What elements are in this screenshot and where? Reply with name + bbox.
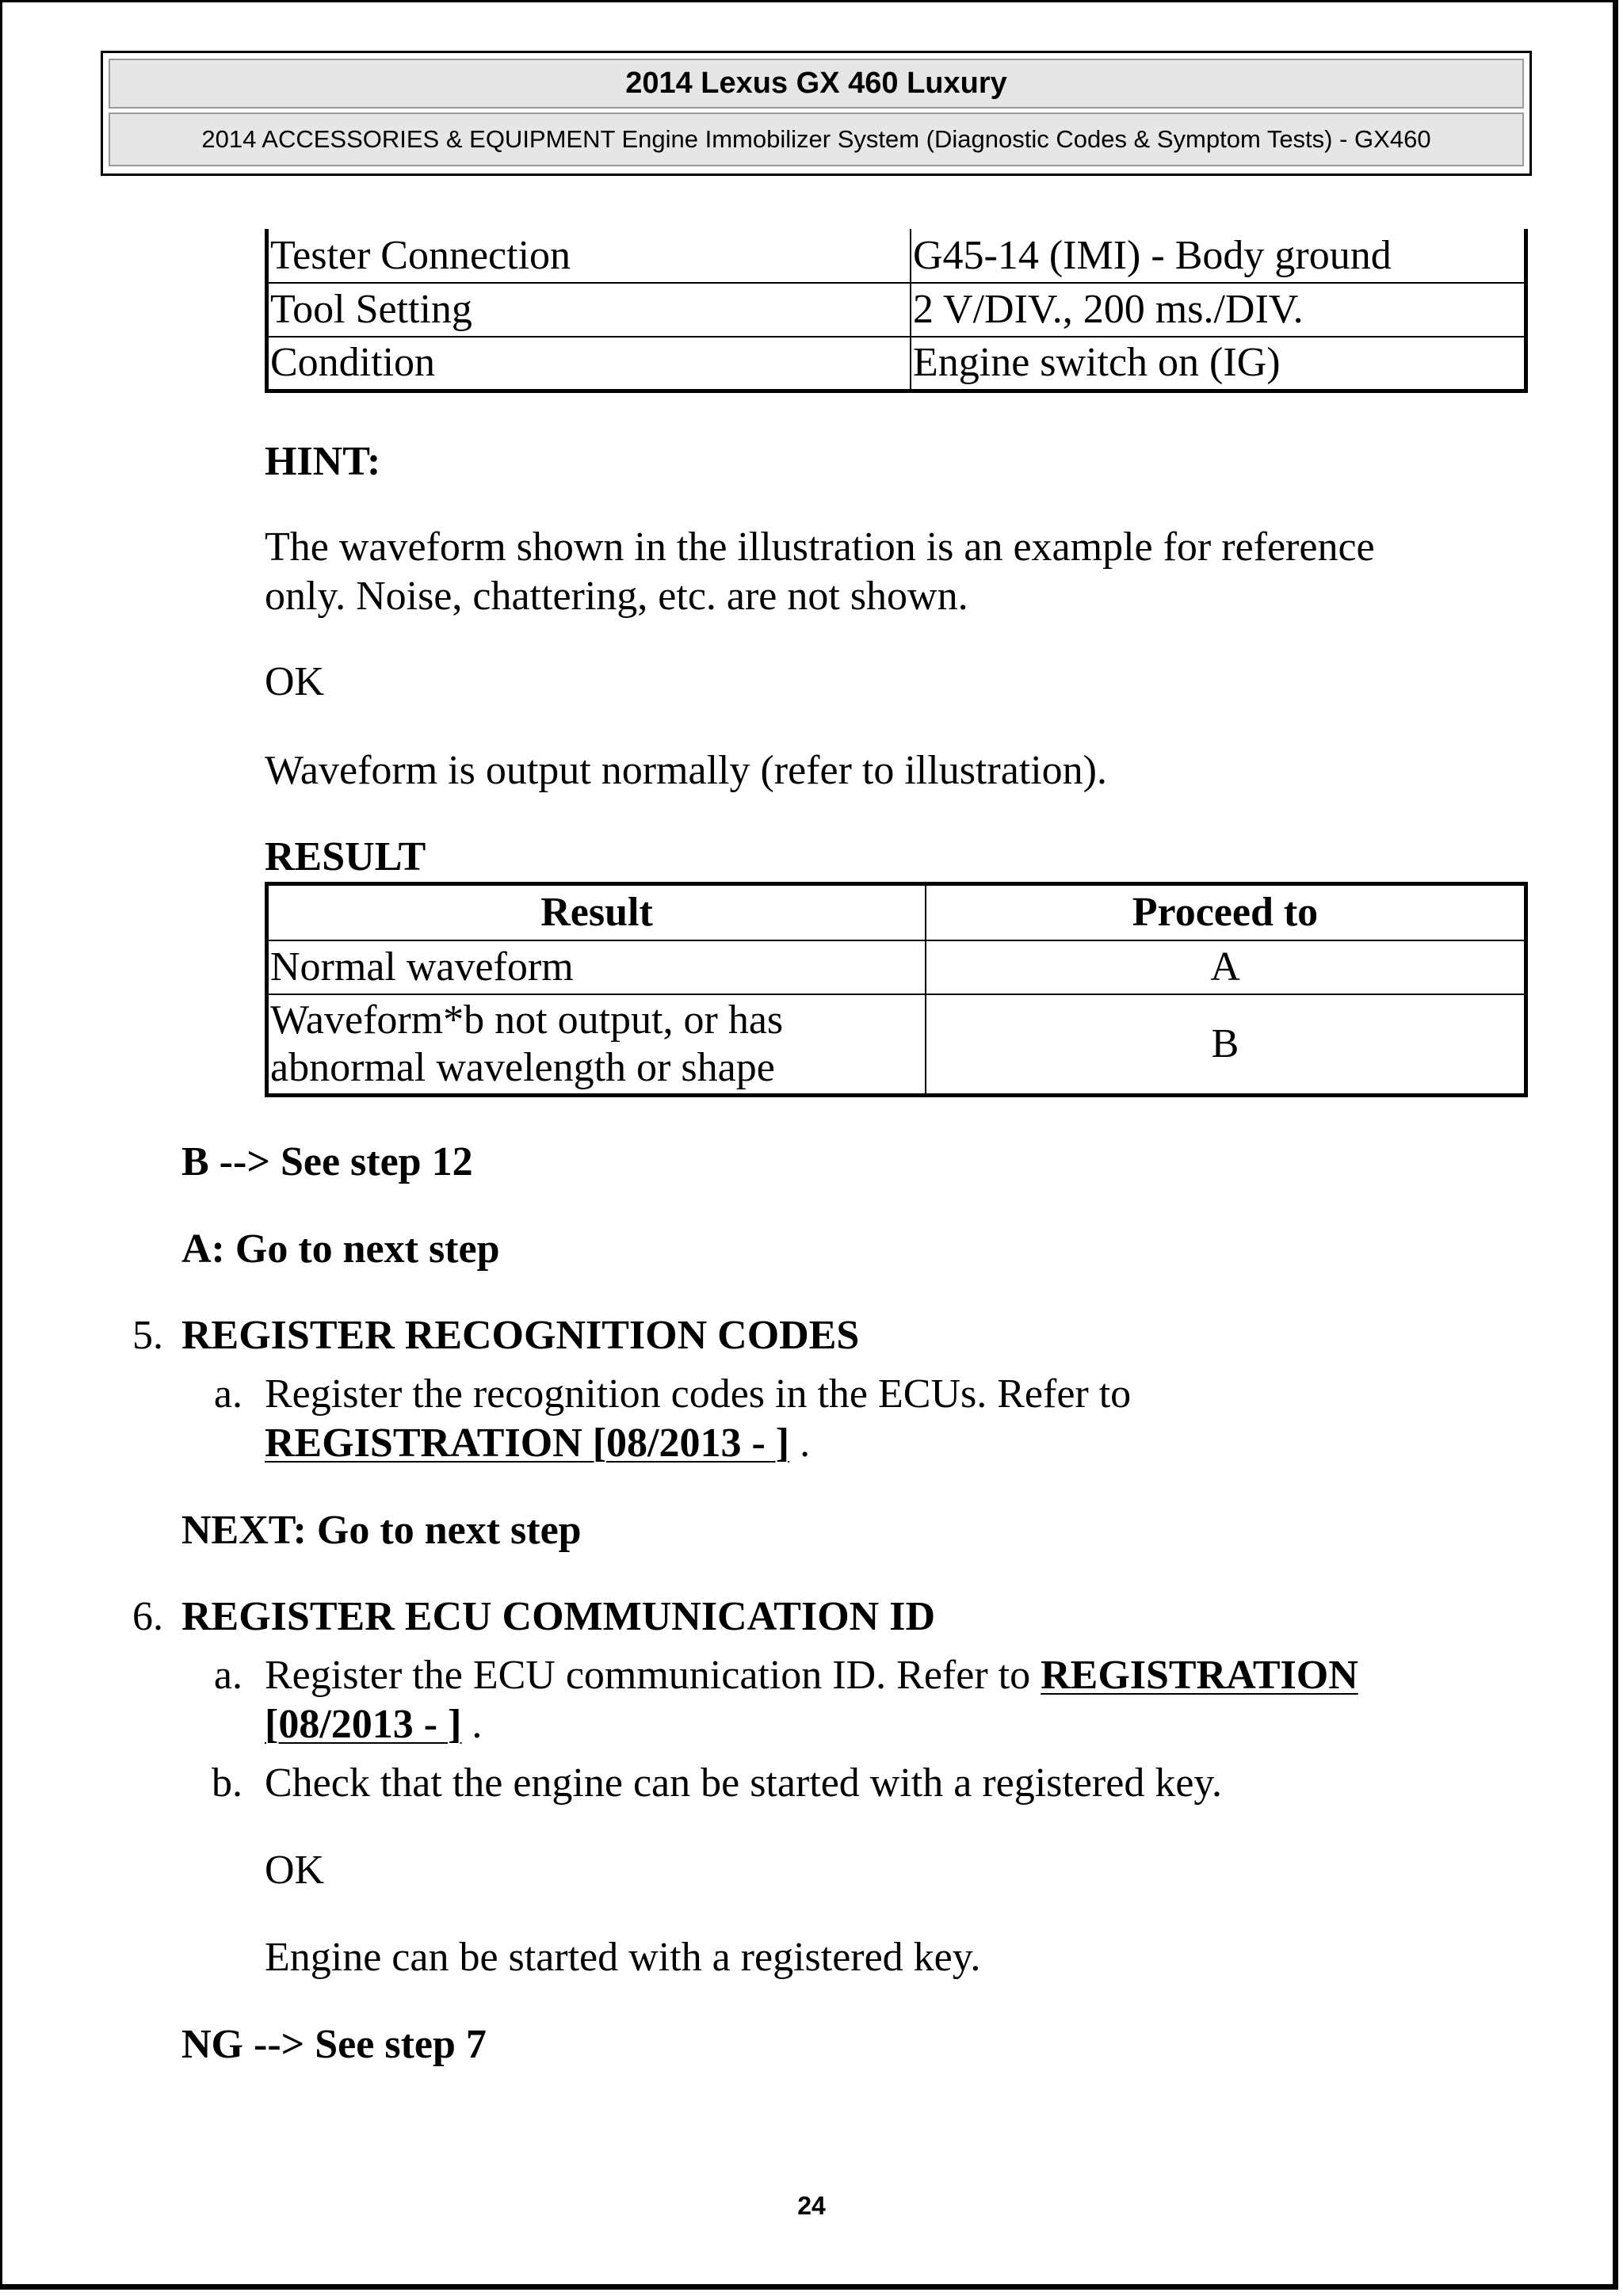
step-6a-period: . <box>472 1702 483 1747</box>
table-row <box>267 337 1526 391</box>
branch-b-instruction: B --> See step 12 <box>181 1139 473 1184</box>
step-6a-line-1 <box>265 1651 1358 1700</box>
substep-marker: a. <box>213 1653 242 1698</box>
spec-label: Tool Setting <box>267 283 911 337</box>
step-number: 6. <box>132 1594 163 1639</box>
step-6b-text: Check that the engine can be started with a registered key. <box>265 1760 1223 1806</box>
table-row <box>267 940 1526 994</box>
proceed-cell: B <box>926 994 1526 1096</box>
result-cell-line-2: abnormal wavelength or shape <box>270 1045 775 1090</box>
hint-line-1: The waveform shown in the illustration is an example for reference <box>265 524 1375 570</box>
ok-label: OK <box>265 659 325 704</box>
registration-link-date[interactable]: [08/2013 - ] <box>265 1702 462 1747</box>
document-title: 2014 Lexus GX 460 Luxury <box>109 59 1524 109</box>
step-number: 5. <box>132 1313 163 1358</box>
step-5a-link-line <box>265 1419 810 1468</box>
tester-spec-table <box>265 229 1528 393</box>
next-instruction: NEXT: Go to next step <box>181 1508 582 1553</box>
spec-label: Condition <box>267 337 911 391</box>
result-cell-line-1: Waveform*b not output, or has <box>270 997 784 1043</box>
registration-link[interactable]: REGISTRATION [08/2013 - ] <box>265 1421 790 1466</box>
step-6a-text: Register the ECU communication ID. Refer to <box>265 1653 1031 1698</box>
hint-heading: HINT: <box>265 439 381 484</box>
table-header-row <box>267 884 1526 941</box>
table-row <box>267 283 1526 337</box>
branch-ng-instruction: NG --> See step 7 <box>181 2022 487 2067</box>
step-6-title: REGISTER ECU COMMUNICATION ID <box>181 1594 936 1639</box>
step-5a-period: . <box>800 1421 811 1466</box>
result-table <box>265 882 1528 1097</box>
result-cell <box>267 994 926 1096</box>
ok-condition-text: Waveform is output normally (refer to illustration). <box>265 748 1107 793</box>
spec-value: 2 V/DIV., 200 ms./DIV. <box>911 283 1526 337</box>
ok-label: OK <box>265 1848 325 1893</box>
spec-value: Engine switch on (IG) <box>911 337 1526 391</box>
hint-line-2: only. Noise, chattering, etc. are not shown. <box>265 574 968 619</box>
step-6a-line-2 <box>265 1700 482 1749</box>
document-header <box>101 51 1532 176</box>
proceed-cell: A <box>926 940 1526 994</box>
spec-value: G45-14 (IMI) - Body ground <box>911 229 1526 283</box>
step-5a-text: Register the recognition codes in the ECUs. Refer to <box>265 1371 1132 1417</box>
column-header-result: Result <box>267 884 926 941</box>
table-row <box>267 994 1526 1096</box>
spec-label: Tester Connection <box>267 229 911 283</box>
ok-condition-text: Engine can be started with a registered key. <box>265 1935 981 1980</box>
result-heading: RESULT <box>265 834 426 879</box>
column-header-proceed: Proceed to <box>926 884 1526 941</box>
substep-marker: a. <box>213 1371 242 1417</box>
substep-marker: b. <box>212 1760 242 1806</box>
table-row <box>267 229 1526 283</box>
step-5-title: REGISTER RECOGNITION CODES <box>181 1313 860 1358</box>
page-number: 24 <box>797 2191 826 2220</box>
branch-a-instruction: A: Go to next step <box>181 1226 500 1272</box>
registration-link[interactable]: REGISTRATION <box>1041 1653 1358 1698</box>
result-cell: Normal waveform <box>267 940 926 994</box>
document-subtitle: 2014 ACCESSORIES & EQUIPMENT Engine Immobilizer System (Diagnostic Codes & Symptom Tests) - GX460 <box>109 113 1524 166</box>
